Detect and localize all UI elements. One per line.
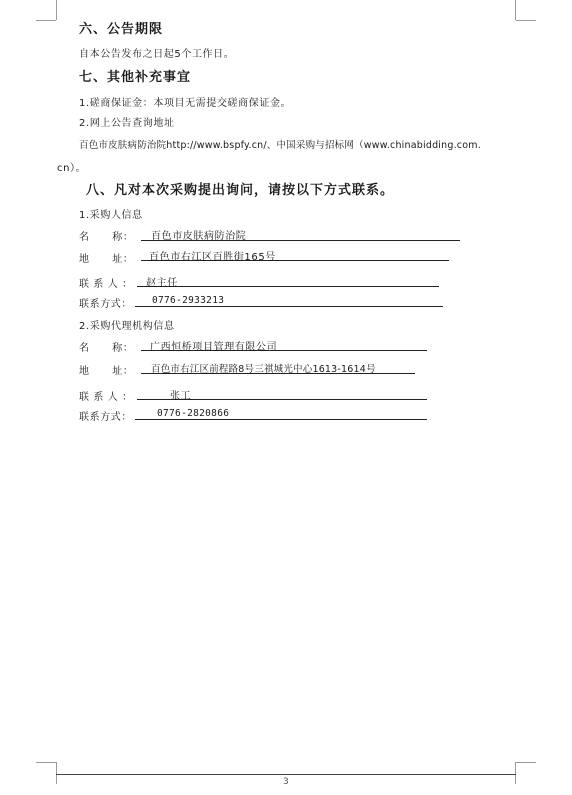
purchaser-contact-underline: [137, 272, 439, 287]
agency-contact-label: 联 系 人 ：: [79, 392, 133, 403]
crop-mark-top-right-h: [516, 20, 536, 21]
section-6-text: 自本公告发布之日起5个工作日。: [79, 49, 235, 60]
agency-name-value: 广西恒桥项目管理有限公司: [150, 342, 278, 353]
crop-mark-top-left-h: [36, 20, 56, 21]
agency-phone-value: 0776-2820866: [157, 408, 230, 419]
purchaser-name-value: 百色市皮肤病防治院: [151, 231, 247, 242]
purchaser-phone-value: 0776-2933213: [152, 295, 225, 306]
crop-mark-bottom-left-v: [56, 762, 57, 784]
crop-mark-bottom-right-h: [516, 762, 536, 763]
purchaser-phone-label: 联系方式：: [79, 299, 132, 310]
crop-mark-bottom-right-v: [515, 762, 516, 784]
agency-address-label: 地 址：: [79, 366, 134, 377]
agency-phone-label: 联系方式：: [79, 412, 132, 423]
page-number: 3: [283, 777, 289, 787]
agency-address-value: 百色市右江区前程路8号三祺城光中心1613-1614号: [151, 364, 376, 375]
query-urls-line2: cn）。: [57, 163, 87, 174]
agency-contact-value: 张工: [170, 391, 192, 402]
query-address-item: 2.网上公告查询地址: [79, 118, 175, 129]
section-7-heading: 七、其他补充事宜: [79, 70, 192, 85]
deposit-item: 1.磋商保证金：本项目无需提交磋商保证金。: [79, 98, 292, 109]
agency-title: 2.采购代理机构信息: [79, 321, 175, 332]
agency-name-label: 名 称：: [79, 343, 134, 354]
crop-mark-top-right-v: [515, 0, 516, 20]
purchaser-address-label: 地 址：: [79, 254, 134, 265]
purchaser-name-label: 名 称：: [79, 232, 134, 243]
crop-mark-top-left-v: [56, 0, 57, 20]
purchaser-title: 1.采购人信息: [79, 210, 143, 221]
query-urls-line1: 百色市皮肤病防治院http://www.bspfy.cn/、中国采购与招标网（www.chinabidding.com.: [79, 140, 481, 151]
purchaser-contact-value: 赵主任: [146, 278, 178, 289]
section-6-heading: 六、公告期限: [79, 22, 164, 37]
footer-rule: [56, 774, 516, 775]
purchaser-address-value: 百色市右江区百胜街165号: [149, 252, 276, 263]
purchaser-contact-label: 联 系 人 ：: [79, 279, 133, 290]
section-8-heading: 八、凡对本次采购提出询问，请按以下方式联系。: [86, 183, 395, 198]
crop-mark-bottom-left-h: [36, 762, 56, 763]
